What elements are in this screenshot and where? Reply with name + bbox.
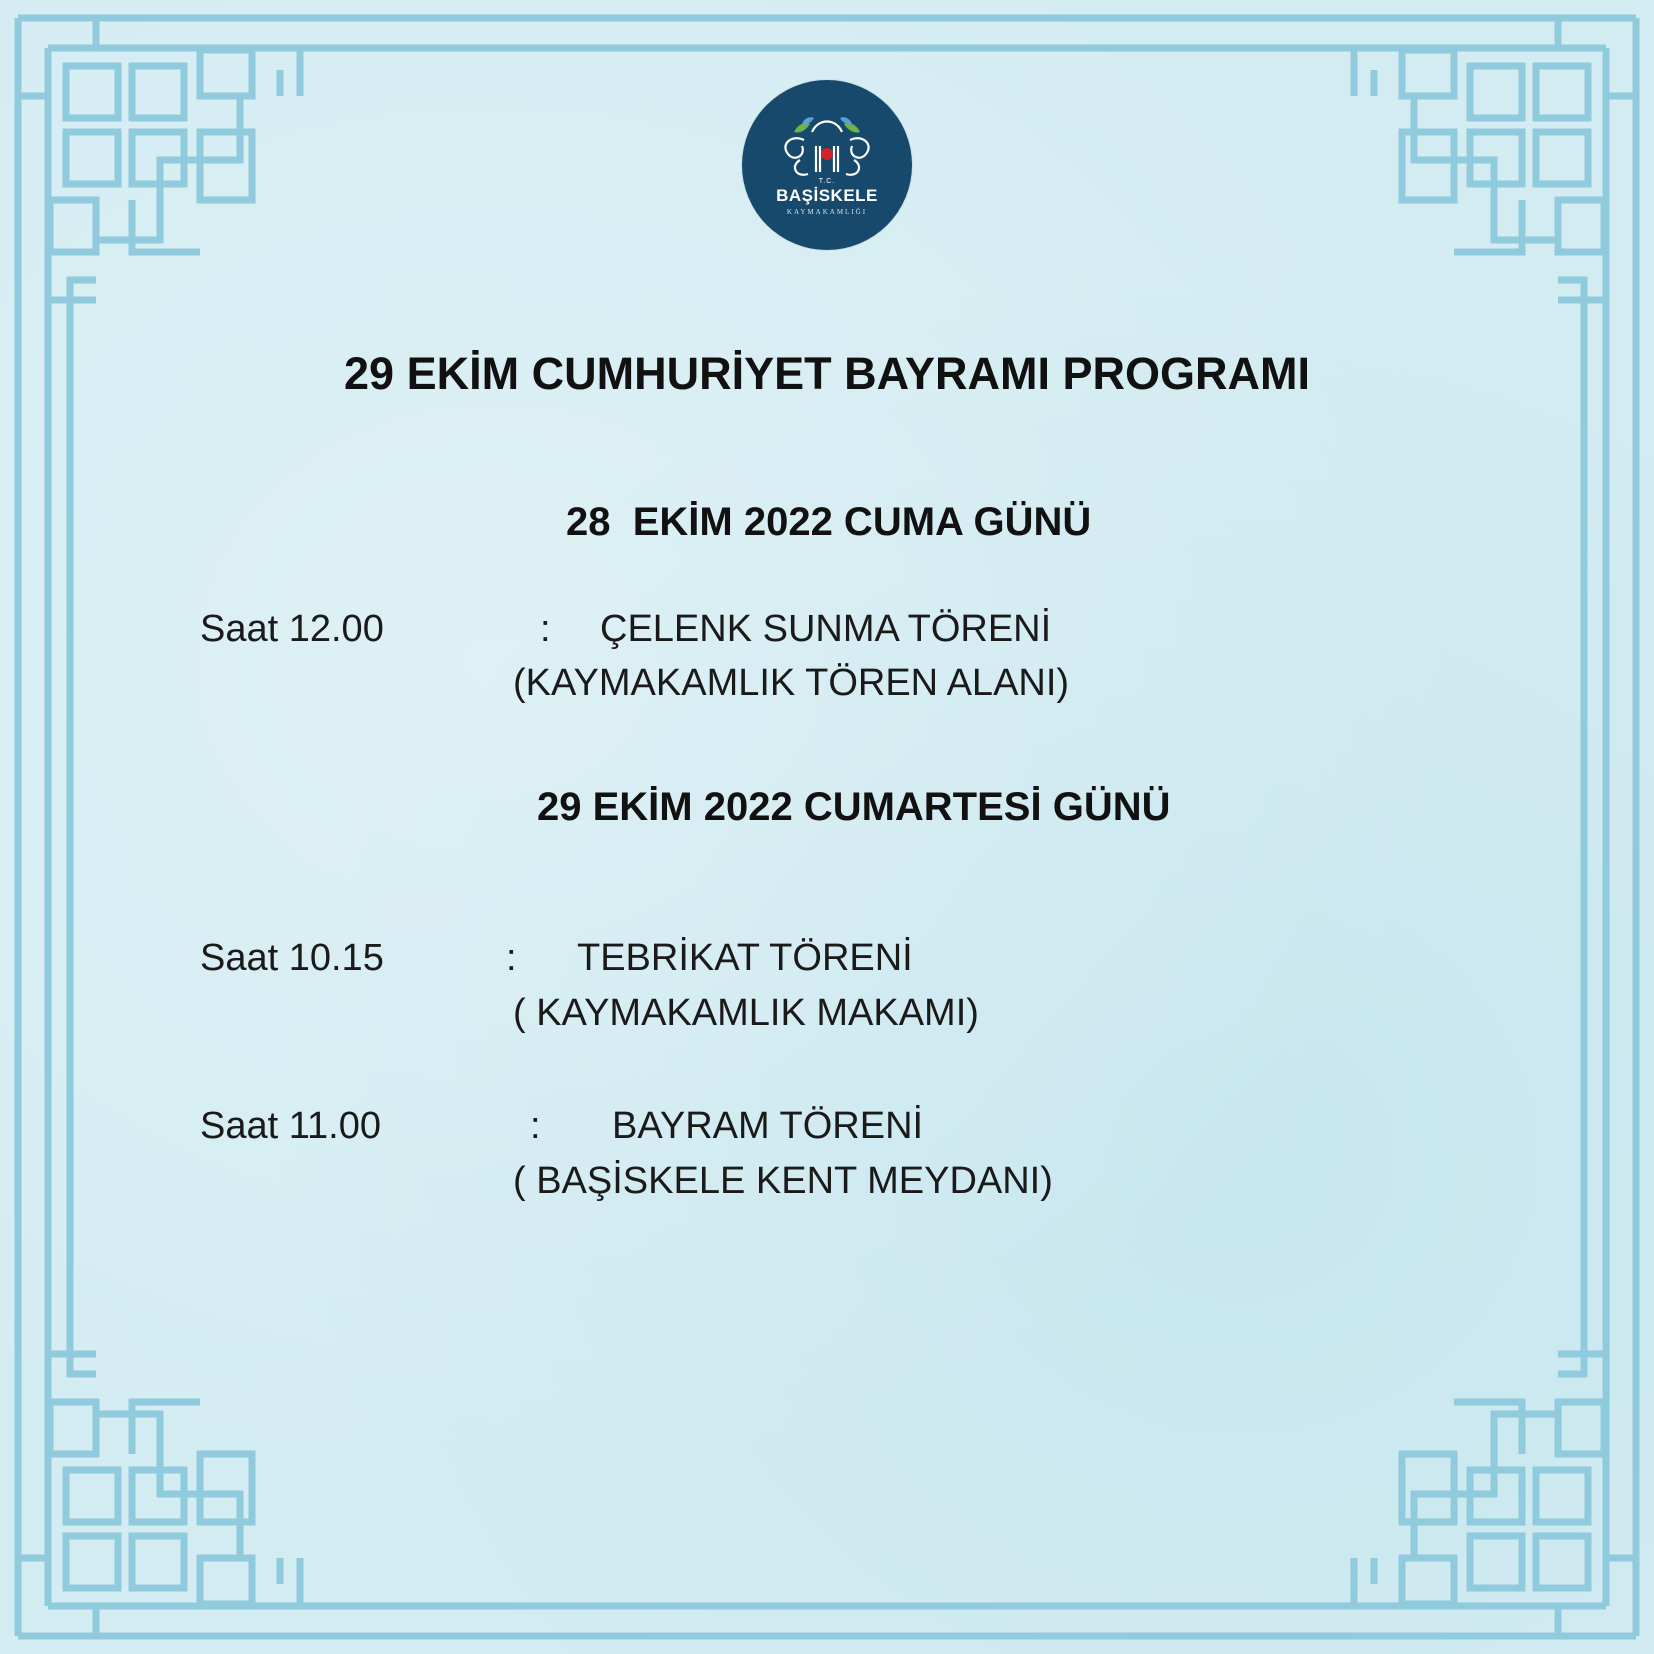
event-place-1: (KAYMAKAMLIK TÖREN ALANI)	[513, 662, 1070, 704]
logo-subtitle-text: KAYMAKAMLIĞI	[786, 208, 868, 216]
emblem-icon	[742, 80, 912, 250]
event-name-1: ÇELENK SUNMA TÖRENİ	[600, 608, 1052, 650]
logo-tc-text: T.C.	[818, 178, 836, 185]
event-place-3: ( BAŞİSKELE KENT MEYDANI)	[513, 1160, 1053, 1202]
event-separator-1: :	[540, 608, 551, 650]
event-name-2: TEBRİKAT TÖRENİ	[577, 937, 913, 979]
basiskele-logo	[742, 80, 912, 250]
event-name-3: BAYRAM TÖRENİ	[612, 1105, 924, 1147]
event-place-2: ( KAYMAKAMLIK MAKAMI)	[513, 992, 979, 1034]
page-title: 29 EKİM CUMHURİYET BAYRAMI PROGRAMI	[344, 348, 1310, 399]
day-heading-2: 29 EKİM 2022 CUMARTESİ GÜNÜ	[537, 785, 1171, 829]
event-separator-3: :	[530, 1105, 541, 1147]
logo-name-text: BAŞİSKELE	[776, 186, 878, 205]
event-separator-2: :	[506, 937, 517, 979]
day-heading-1: 28 EKİM 2022 CUMA GÜNÜ	[566, 500, 1092, 544]
event-time-2: Saat 10.15	[200, 937, 384, 979]
event-time-1: Saat 12.00	[200, 608, 384, 650]
event-time-3: Saat 11.00	[200, 1105, 382, 1147]
